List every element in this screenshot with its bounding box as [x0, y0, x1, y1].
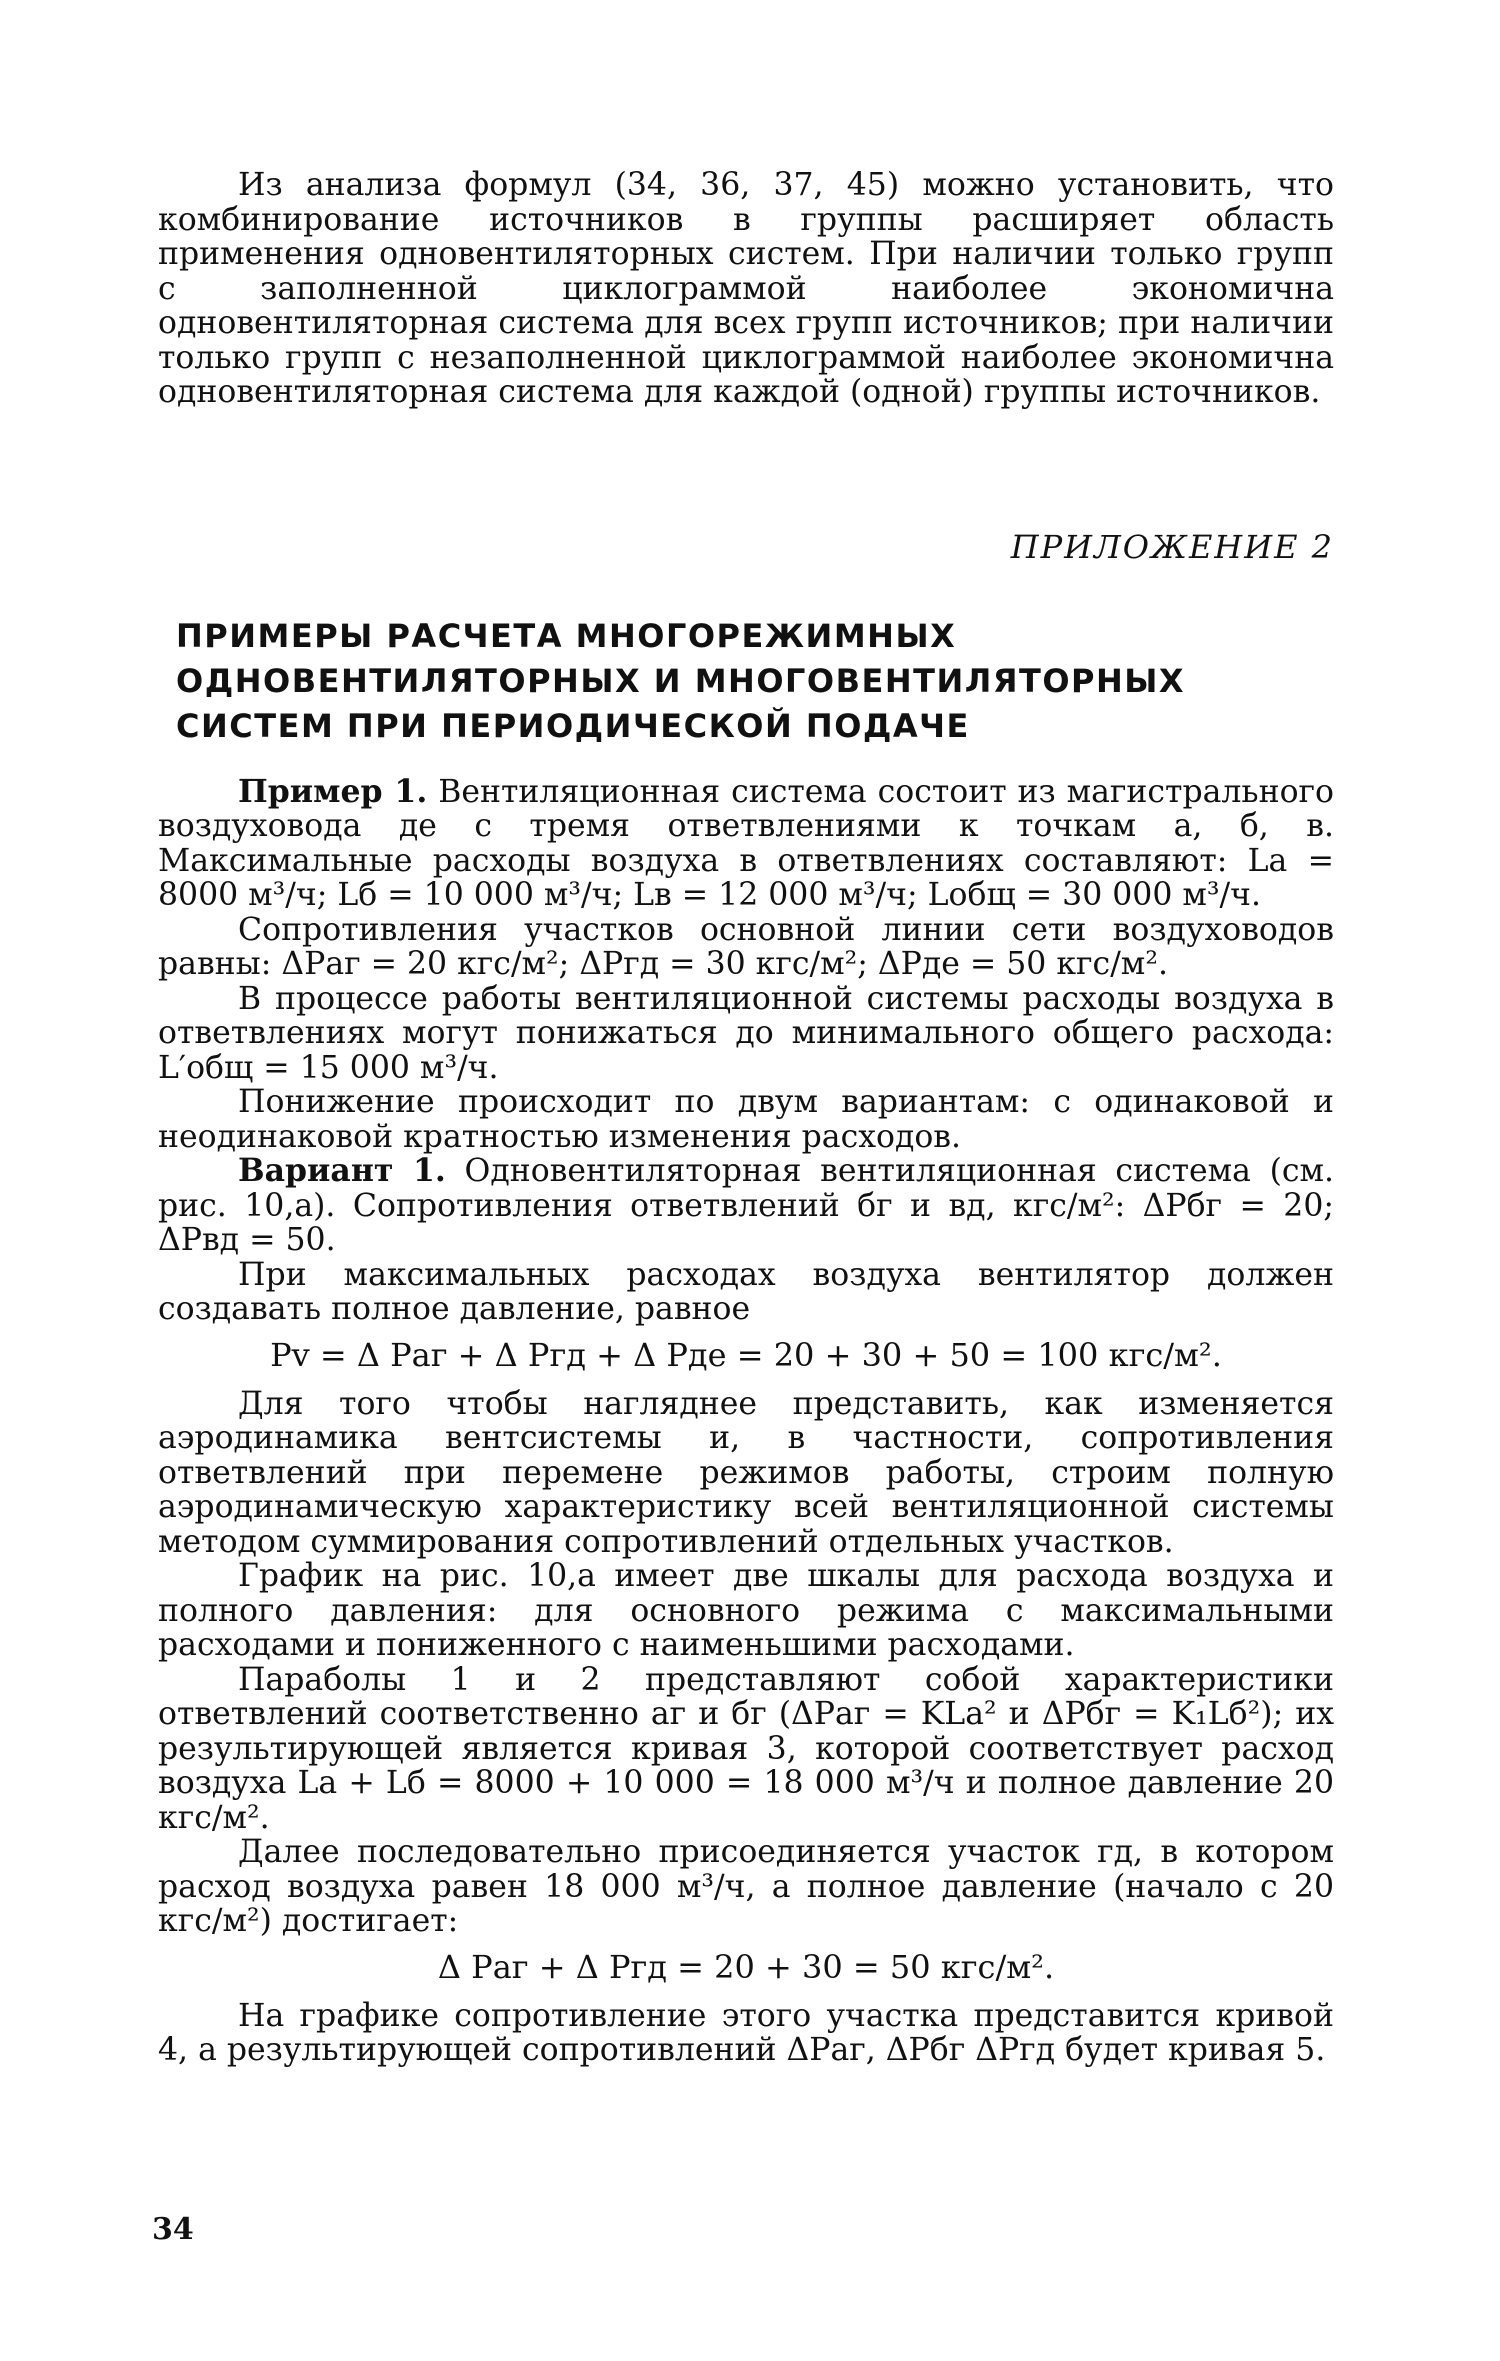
pressure-intro-paragraph: При максимальных расходах воздуха вентилятор должен создавать полное давление, равное [158, 1256, 1334, 1327]
title-line-1: ПРИМЕРЫ РАСЧЕТА МНОГОРЕЖИМНЫХ [176, 616, 957, 655]
graph-paragraph: График на рис. 10,а имеет две шкалы для расхода воздуха и полного давления: для основного режима с максимальными расходами и пониженного с наименьшими расходами. [158, 1558, 1334, 1663]
aero-paragraph: Для того чтобы нагляднее представить, как изменяется аэродинамика вентсистемы и, в частности, сопротивления ответвлений при перемене режимов работы, строим полную аэродинамическую характеристику всей вентиляционной системы методом суммирования сопротивлений отдельных участков. [158, 1385, 1334, 1560]
parabolas-paragraph: Параболы 1 и 2 представляют собой характеристики ответвлений соответственно аг и бг (ΔPаг = KLа² и ΔPбг = K₁Lб²); их результирующей является кривая 3, которой соответствует расход воздуха Lа + Lб = 8000 + 10 000 = 18 000 м³/ч и полное давление 20 кгс/м². [158, 1661, 1334, 1836]
page-body [158, 168, 1334, 2068]
page-number: 34 [152, 2212, 194, 2247]
intro-paragraph: Из анализа формул (34, 36, 37, 45) можно установить, что комбинирование источников в группы расширяет область применения одновентиляторных систем. При наличии только групп с заполненной циклограммой наиболее экономична одновентиляторная система для всех групп источников; при наличии только групп с незаполненной циклограммой наиболее экономична одновентиляторная система для каждой (одной) группы источников. [158, 167, 1334, 410]
reduction-paragraph: В процессе работы вентиляционной системы расходы воздуха в ответвлениях могут понижаться до минимального общего расхода: L′общ = 15 000 м³/ч. [158, 980, 1334, 1086]
section-title [176, 614, 1334, 749]
variant1-paragraph [158, 1154, 1334, 1258]
title-line-3: СИСТЕМ ПРИ ПЕРИОДИЧЕСКОЙ ПОДАЧЕ [176, 706, 970, 745]
variants-paragraph: Понижение происходит по двум вариантам: с одинаковой и неодинаковой кратностью изменения расходов. [158, 1084, 1334, 1155]
formula-section-pressure: Δ Pаг + Δ Pгд = 20 + 30 = 50 кгс/м². [437, 1947, 1055, 1986]
example-paragraph [158, 772, 1335, 913]
example-label: Пример 1. [238, 772, 428, 810]
formula-total-pressure: Pv = Δ Pаг + Δ Pгд + Δ Pде = 20 + 30 + 50 = 100 кгс/м². [270, 1335, 1222, 1374]
variant1-label: Вариант 1. [238, 1152, 446, 1189]
section-paragraph: Далее последовательно присоединяется участок гд, в котором расход воздуха равен 18 000 м³/ч, а полное давление (начало с 20 кгс/м²) достигает: [158, 1834, 1334, 1939]
variant1-text: Одновентиляторная вентиляционная система (см. рис. 10,а). Сопротивления ответвлений бг и вд, кгс/м²: ΔPбг = 20; ΔPвд = 50. [158, 1153, 1335, 1258]
example-text: Вентиляционная система состоит из магистрального воздуховода де с тремя ответвлениями к точкам а, б, в. Максимальные расходы воздуха в ответвлениях составляют: Lа = 8000 м³/ч; Lб = 10 000 м³/ч; Lв = 12 000 м³/ч; Lобщ = 30 000 м³/ч. [158, 773, 1335, 913]
appendix-label: ПРИЛОЖЕНИЕ 2 [1010, 527, 1334, 566]
title-line-2: ОДНОВЕНТИЛЯТОРНЫХ И МНОГОВЕНТИЛЯТОРНЫХ [176, 661, 1186, 700]
resistance-paragraph: Сопротивления участков основной линии сети воздуховодов равны: ΔPаг = 20 кгс/м²; ΔPгд = 30 кгс/м²; ΔPде = 50 кгс/м². [158, 911, 1334, 982]
curves-paragraph: На графике сопротивление этого участка представится кривой 4, а результирующей сопротивлений ΔPаг, ΔPбг ΔPгд будет кривая 5. [158, 1997, 1334, 2068]
